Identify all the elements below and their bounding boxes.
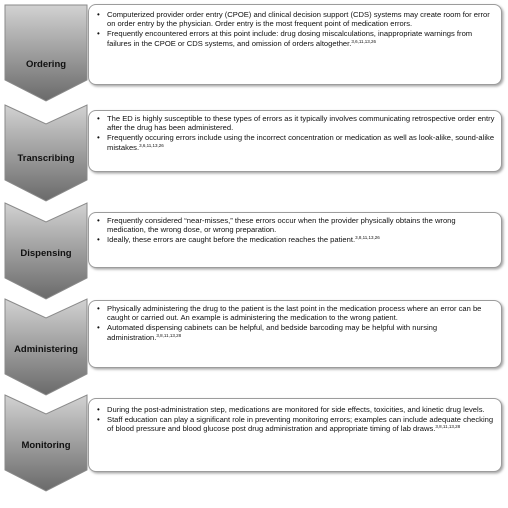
bullet-list (95, 304, 495, 342)
step-label: Administering (14, 344, 78, 355)
list-item: • Frequently encountered errors at this point include: drug dosing miscalculations, inappropriate warnings from failures in the CPOE or CDS systems, and omission of orders altogether.$^{3,6,11,13,26}$ (97, 29, 473, 48)
step-ordering (4, 4, 504, 102)
bullet-list (95, 216, 495, 245)
step-monitoring (4, 394, 504, 492)
bullet-list (95, 114, 495, 152)
step-label: Dispensing (20, 248, 72, 259)
step-description-card (88, 212, 502, 268)
list-item: • Physically administering the drug to the patient is the last point in the medication process where an error can be caught or carried out. An example is administering the medication to the wrong patient. (97, 304, 482, 323)
step-administering (4, 298, 504, 396)
chevron-shape-ordering (4, 4, 88, 102)
step-description-card (88, 110, 502, 172)
list-item: • Frequently considered “near-misses,” these errors occur when the provider physically obtains the wrong medication, the wrong dose, or wrong preparation. (97, 216, 456, 235)
step-description-card (88, 300, 502, 368)
citation: 3,8,11,13,28 (435, 424, 461, 430)
bullet-list (95, 10, 495, 48)
citation: 3,6,11,13,26 (139, 142, 164, 148)
citation: 3,8,11,13,28 (156, 332, 182, 338)
list-item: • Ideally, these errors are caught before the medication reaches the patient.$^{3,8,11,13,26}$ (97, 235, 380, 245)
bullet-list (95, 405, 495, 434)
step-dispensing (4, 202, 504, 300)
step-label: Monitoring (21, 440, 71, 451)
citation: 3,6,11,13,26 (351, 38, 377, 44)
step-description-card (88, 398, 502, 472)
list-item: • Automated dispensing cabinets can be helpful, and bedside barcoding may be helpful with nursing administration.$^{3,8,11,13,28}$ (97, 323, 438, 342)
step-label: Transcribing (17, 153, 75, 164)
chevron-ordering (4, 4, 88, 102)
list-item: • Computerized provider order entry (CPOE) and clinical decision support (CDS) systems may create room for error on order entry by the physician. Order entry is the most frequent point of medication errors. (97, 10, 490, 29)
list-item: • Staff education can play a significant role in preventing monitoring errors; examples can include adequate checking of blood pressure and blood glucose post drug administration and appropriate timing of lab draws.$^{3,8,11,13,28}$ (97, 414, 494, 434)
step-transcribing (4, 104, 504, 202)
list-item: • The ED is highly susceptible to these types of errors as it typically involves communicating retrospective order entry after the drug has been administered. (97, 114, 495, 133)
list-item: • During the post-administration step, medications are monitored for side effects, toxicities, and kinetic drug levels. (97, 405, 485, 414)
step-label: Ordering (25, 59, 67, 70)
list-item: • Frequently occuring errors include using the incorrect concentration or medication as well as look-alike, sound-alike mistakes.$^{3,6,11,13,26}$ (97, 133, 495, 152)
step-description-card (88, 4, 502, 85)
citation: 3,8,11,13,26 (355, 235, 380, 241)
